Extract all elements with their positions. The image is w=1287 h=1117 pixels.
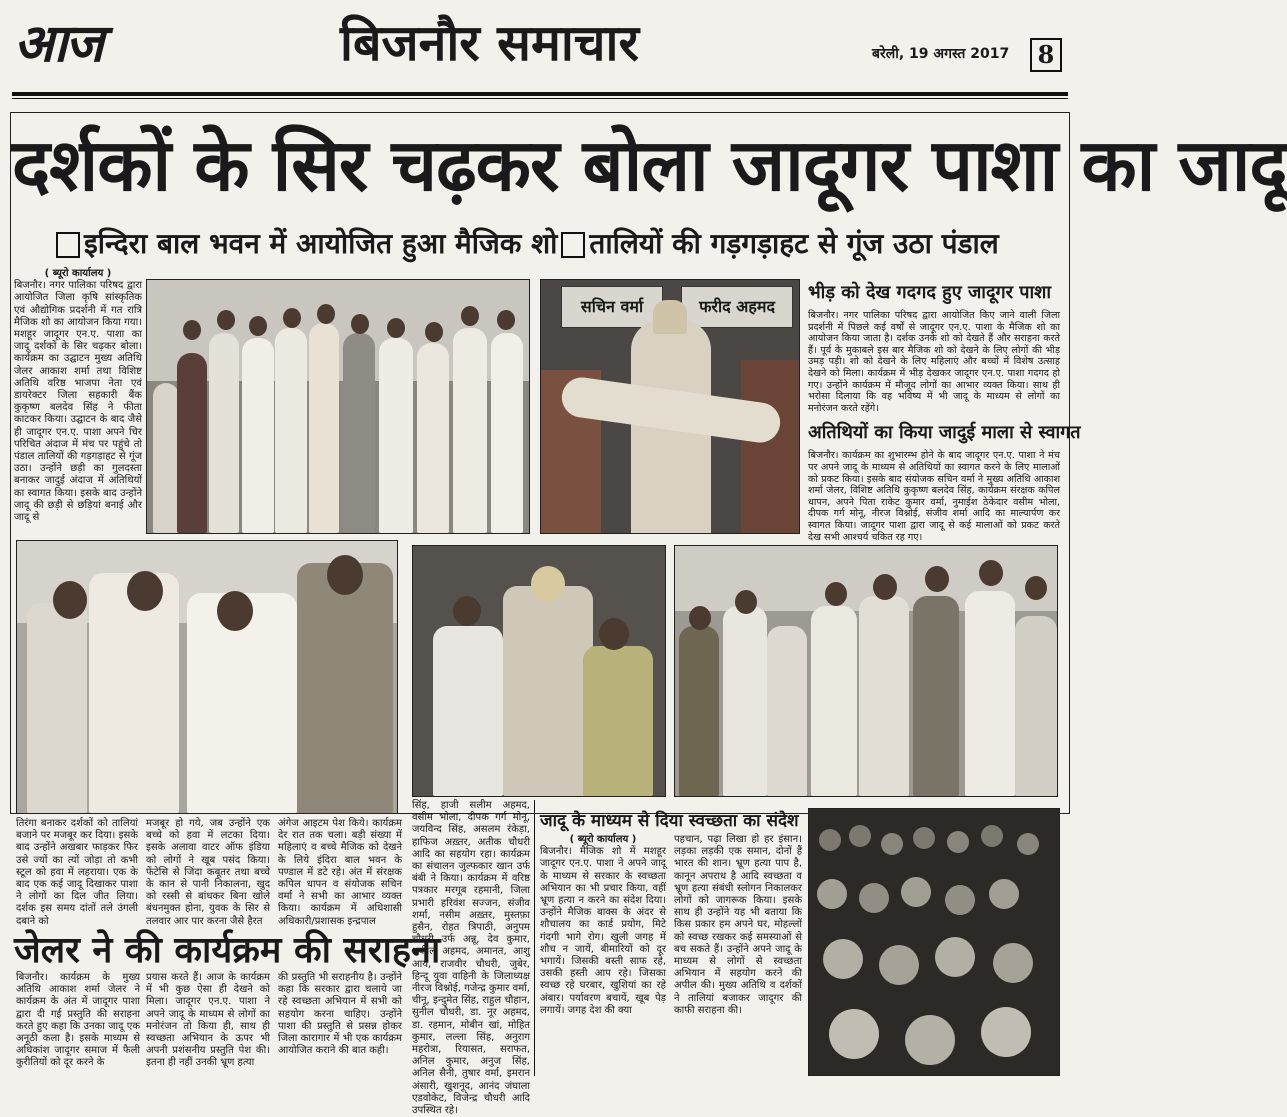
jailer-headline: जेलर ने की कार्यक्रम की सराहना (14, 929, 441, 971)
jailer-column-3 (278, 972, 402, 1076)
bullet-box-icon (56, 232, 80, 258)
side-story-column (808, 280, 1081, 543)
photo-magician-stage (540, 279, 800, 534)
jailer-column-2 (146, 972, 270, 1076)
name-plate: फरीद अहमद (681, 286, 793, 328)
main-story-text-1: बिजनौर। नगर पालिका परिषद द्वारा आयोजित जिला कृषि सांस्कृतिक एवं औद्योगिक प्रदर्शनी में गत रात्रि मैजिक शो का आयोजन किया गया। मशहूर जादूगर एन.ए. पाशा का जादू दर्शकों के सिर चढ़कर बोला। कार्यक्रम का उद्घाटन मुख्य अतिथि जेलर आकाश शर्मा तथा विशिष्ट अतिथि वरिष्ठ भाजपा नेता एवं डायरेक्टर जिला सहकारी बैंक कुकृष्ण बलदेव सिंह ने फीता काटकर किया। उद्घाटन के बाद जैसे ही जादूगर एन.ए. पाशा अपने चिर परिचित अंदाज में मंच पर पहुंचे तो पंडाल तालियों की गड़गड़ाहट से गूंज उठा। उन्होंने छड़ी का गुलदस्ता बनाकर जादुई अंदाज में अतिथियों का स्वागत किया। इसके बाद उन्होंने जादू की छड़ी से छड़ियां बनाई और जादू से (14, 280, 142, 524)
swachhata-text-1: बिजनौर। मैजिक शो में मशहूर जादूगर एन.ए. पाशा ने अपने जादू के माध्यम से सरकार के स्वच्छता अभियान का भी प्रचार किया, वहीं भ्रूण हत्या न करने का संदेश दिया। उन्होंने मैजिक बाक्स के अंदर से शौचालय का कार्ड प्रयोग, मिटे गंदगी भागे रोग। खुली जगह में शौच न जायें, बीमारियों को दूर भगायें। जिसकी बस्ती साफ रहे, उसकी हस्ती आप रहे। जिसका स्वच्छ रहे घरबार, खुशियां का रहे अंबार। पर्यावरण बचायें, खूब पेड़ लगायें। जगह देश की क्या (540, 846, 666, 1016)
side-heading-crowd: भीड़ को देख गदगद हुए जादूगर पाशा (808, 282, 1052, 303)
photo-inauguration (146, 279, 530, 534)
dateline: बरेली, 19 अगस्त 2017 (872, 46, 1010, 62)
masthead-rule (12, 92, 1068, 96)
swachhata-frame (534, 800, 535, 1076)
swachhata-byline: ( ब्यूरो कार्यालय ) (569, 834, 637, 845)
section-title: बिजनौर समाचार (340, 13, 639, 72)
main-headline: दर्शकों के सिर चढ़कर बोला जादूगर पाशा का जादू (12, 122, 1287, 207)
jailer-column-1 (16, 972, 140, 1076)
page-number: 8 (1030, 38, 1062, 72)
photo-guests-group (674, 545, 1058, 797)
main-story-column-c (278, 818, 402, 927)
jailer-text-1: बिजनौर। कार्यक्रम के मुख्य अतिथि आकाश शर्मा जेलर ने कार्यक्रम के अंत में जादूगर पाशा द्वारा दी गई प्रस्तुति की सराहना करते हुए कहा कि उनका जादू एक अनूठी कला है। इसके माध्यम से अधिकांश जादूगर समाज में फैली कुरीतियों को दूर करने के (16, 972, 140, 1069)
side-story-text-1: बिजनौर। नगर पालिका परिषद द्वारा आयोजित किए जाने वाली जिला प्रदर्शनी में पिछले कई वर्षों से जादूगर एन.ए. पाशा के मैजिक शो का आयोजन किया जाता है। दर्शक उनके शो को देखते हैं और सराहना करते हैं। पूर्व के मुकाबले इस बार मैजिक शो को देखने के लिए लोगों की भीड़ उमड़ पड़ी। शो को देखने के लिए महिलाएं और बच्चों में विशेष उत्साह देखने को मिला। कार्यक्रम में भीड़ देखकर जादूगर एन.ए. पाशा गदगद हो गए। उन्होंने कार्यक्रम में मौजूद लोगों का आभार व्यक्त किया। साथ ही भरोसा दिलाया कि वह भविष्य में भी जादू के माध्यम से लोगों का मनोरंजन करते रहेंगे। (808, 310, 1060, 414)
swachhata-column-2 (674, 834, 802, 1074)
main-story-column-a (16, 818, 138, 927)
swachhata-column-1 (540, 834, 666, 1074)
subhead-1: इन्दिरा बाल भवन में आयोजित हुआ मैजिक शो (84, 227, 558, 260)
byline: ( ब्यूरो कार्यालय ) (44, 268, 112, 279)
subhead-2: तालियों की गड़गड़ाहट से गूंज उठा पंडाल (589, 227, 999, 260)
side-story-text-2: बिजनौर। कार्यक्रम का शुभारम्भ होने के बाद जादूगर एन.ए. पाशा ने मंच पर अपने जादू के माध्यम से अतिथियों का स्वागत करने के लिए मालाओं को प्रकट किया। इसके बाद संयोजक सचिन वर्मा ने मुख्य अतिथि आकाश शर्मा जेलर, विशिष्ट अतिथि कुकृष्ण बलदेव सिंह, कार्यक्रम संरक्षक कपिल धापन, अपने पिता राकेट कुमार वर्मा, नुमाईश ठेकेदार वसीम भोला, दीपक गर्ग मोनू, नीरज विश्नोई, संजीव शर्मा आदि का माल्यार्पण कर स्वागत किया। जादूगर पाशा द्वारा जादू से कई मालाओं को प्रकट करते देख सभी आश्चर्य चकित रह गए। (808, 450, 1060, 543)
name-plate: सचिन वर्मा (561, 286, 663, 328)
main-subhead (52, 222, 1062, 266)
bullet-box-icon (561, 232, 585, 258)
photo-audience (808, 808, 1060, 1076)
photo-magician-child (412, 545, 666, 797)
jailer-text-3: की प्रस्तुति भी सराहनीय है। उन्होंने कहा कि सरकार द्वारा चलाये जा रहे स्वच्छता अभियान में सभी को सहयोग करना चाहिए। उन्होंने पाशा की प्रस्तुति से प्रसन्न होकर जिला कारागार में भी एक कार्यक्रम आयोजित कराने की बात कही। (278, 972, 402, 1057)
masthead-rule-thin (12, 98, 1068, 99)
main-story-text-c: अंगेज आइटम पेश किये। कार्यक्रम देर रात तक चला। बड़ी संख्या में महिलाएं व बच्चे मैजिक को देखने के लिये इंदिरा बाल भवन के पण्डाल में डटे रहे। अंत में संरक्षक कपिल धापन व संयोजक सचिन वर्मा ने सभी का आभार व्यक्त किया। कार्यक्रम में अधिशासी अधिकारी/प्रशासक इन्द्रपाल (278, 818, 402, 927)
main-story-text-d: सिंह, हाजी सलीम अहमद, वसीम भोला, दीपक गर्ग मोनू, जयविन्द सिंह, असलम रंकेड़ा, हाफिज अख़्तर, अतीक चौधरी आदि का सहयोग रहा। कार्यक्रम का संचालन जुल्फकार खान उर्फ बंबी ने किया। कार्यक्रम में वरिष्ठ पत्रकार मरगूब रहमानी, जिला प्रभारी हरिवंश सज्जन, संजीव शर्मा, नसीम अख़्तर, मुस्तफ़ा हुसैन, रोहत त्रिपाठी, अनुपम चौधरी उर्फ अन्नू, देव कुमार, शकील अहमद, अमानत, आशु आर्य, राजवीर चौधरी, जुबेर, हिन्दू युवा वाहिनी के जिलाध्यक्ष नीरज विश्नोई, गजेन्द्र कुमार वर्मा, चीनू, इन्दुमेत सिंह, राहुल चौहान, सुनील चौधरी, डा. नूर अहमद, डा. रहमान, मोबीन खां, मोहित कुमार, लल्ला सिंह, अनुराग महरोत्रा, रियासत, सराफत, अनिल कुमार, अनुज सिंह, अनिल सैनी, तुषार वर्मा, इमरान अंसारी, खुशनूद, आनंद जंघाला एडवोकेट, विजेन्द्र चौधरी आदि उपस्थित रहे। (412, 800, 530, 1117)
swachhata-text-2: पहचान, पढ़ा लिखा हो हर इंसान। लड़का लड़की एक समान, दोनों हैं भारत की शान। भ्रूण हत्या पाप है, कानून अपराध है आदि स्वच्छता व भ्रूण हत्या संबंधी स्लोगन निकालकर लोगों को जागरूक किया। इसके साथ ही उन्होंने यह भी बताया कि किस प्रकार हम अपने घर, मोहल्लों को स्वच्छ रखकर कई समस्याओं से बच सकते हैं। उन्होंने अपने जादू के माध्यम से लोगों से स्वच्छता अभियान में सहयोग करने की अपील की। मुख्य अतिथि व दर्शकों ने तालियां बजाकर जादूगर की काफी सराहना की। (674, 834, 802, 1016)
photo-garland (16, 540, 398, 814)
swachhata-headline: जादू के माध्यम से दिया स्वच्छता का संदेश (540, 811, 799, 831)
main-story-text-b: मजबूर हो गये, जब उन्होंने एक बच्चे को हवा में लटका दिया। इसके अलावा वाटर ऑफ इंडिया को लोगों ने खूब पसंद किया। फेंटेसि से जिंदा कबूतर तथा बच्चे के कान से पानी निकालना, खुद को रस्सी से बांधकर बिना खोले बंधनमुक्त होना, युवक के सिर से तलवार आर पार करना जैसे हैरत (146, 818, 270, 927)
main-story-column-1 (14, 268, 142, 530)
jailer-text-2: प्रयास करते हैं। आज के कार्यक्रम में भी कुछ ऐसा ही देखने को मिला। जादूगर एन.ए. पाशा ने अपने जादू के माध्यम से लोगों का मनोरंजन तो किया ही, साथ ही स्वच्छता अभियान के ऊपर भी अपनी प्रशंसनीय प्रस्तुति पेश की। इतना ही नहीं उनकी भ्रूण हत्या (146, 972, 270, 1069)
side-heading-welcome: अतिथियों का किया जादुई माला से स्वागत (808, 422, 1081, 444)
main-story-text-a: तिरंगा बनाकर दर्शकों को तालियां बजाने पर मजबूर कर दिया। इसके बाद उन्होंने अखबार फाड़कर फिर उसे ज्यों का त्यों जोड़ा तो कभी स्टूल को हवा में लहराया। एक के बाद एक कई जादू दिखाकर पाशा ने लोगों का दिल जीत लिया। दर्शक इस समय दांतों तले उंगली दबाने को (16, 818, 138, 927)
newspaper-logo: आज (14, 13, 102, 74)
main-story-column-b (146, 818, 270, 927)
